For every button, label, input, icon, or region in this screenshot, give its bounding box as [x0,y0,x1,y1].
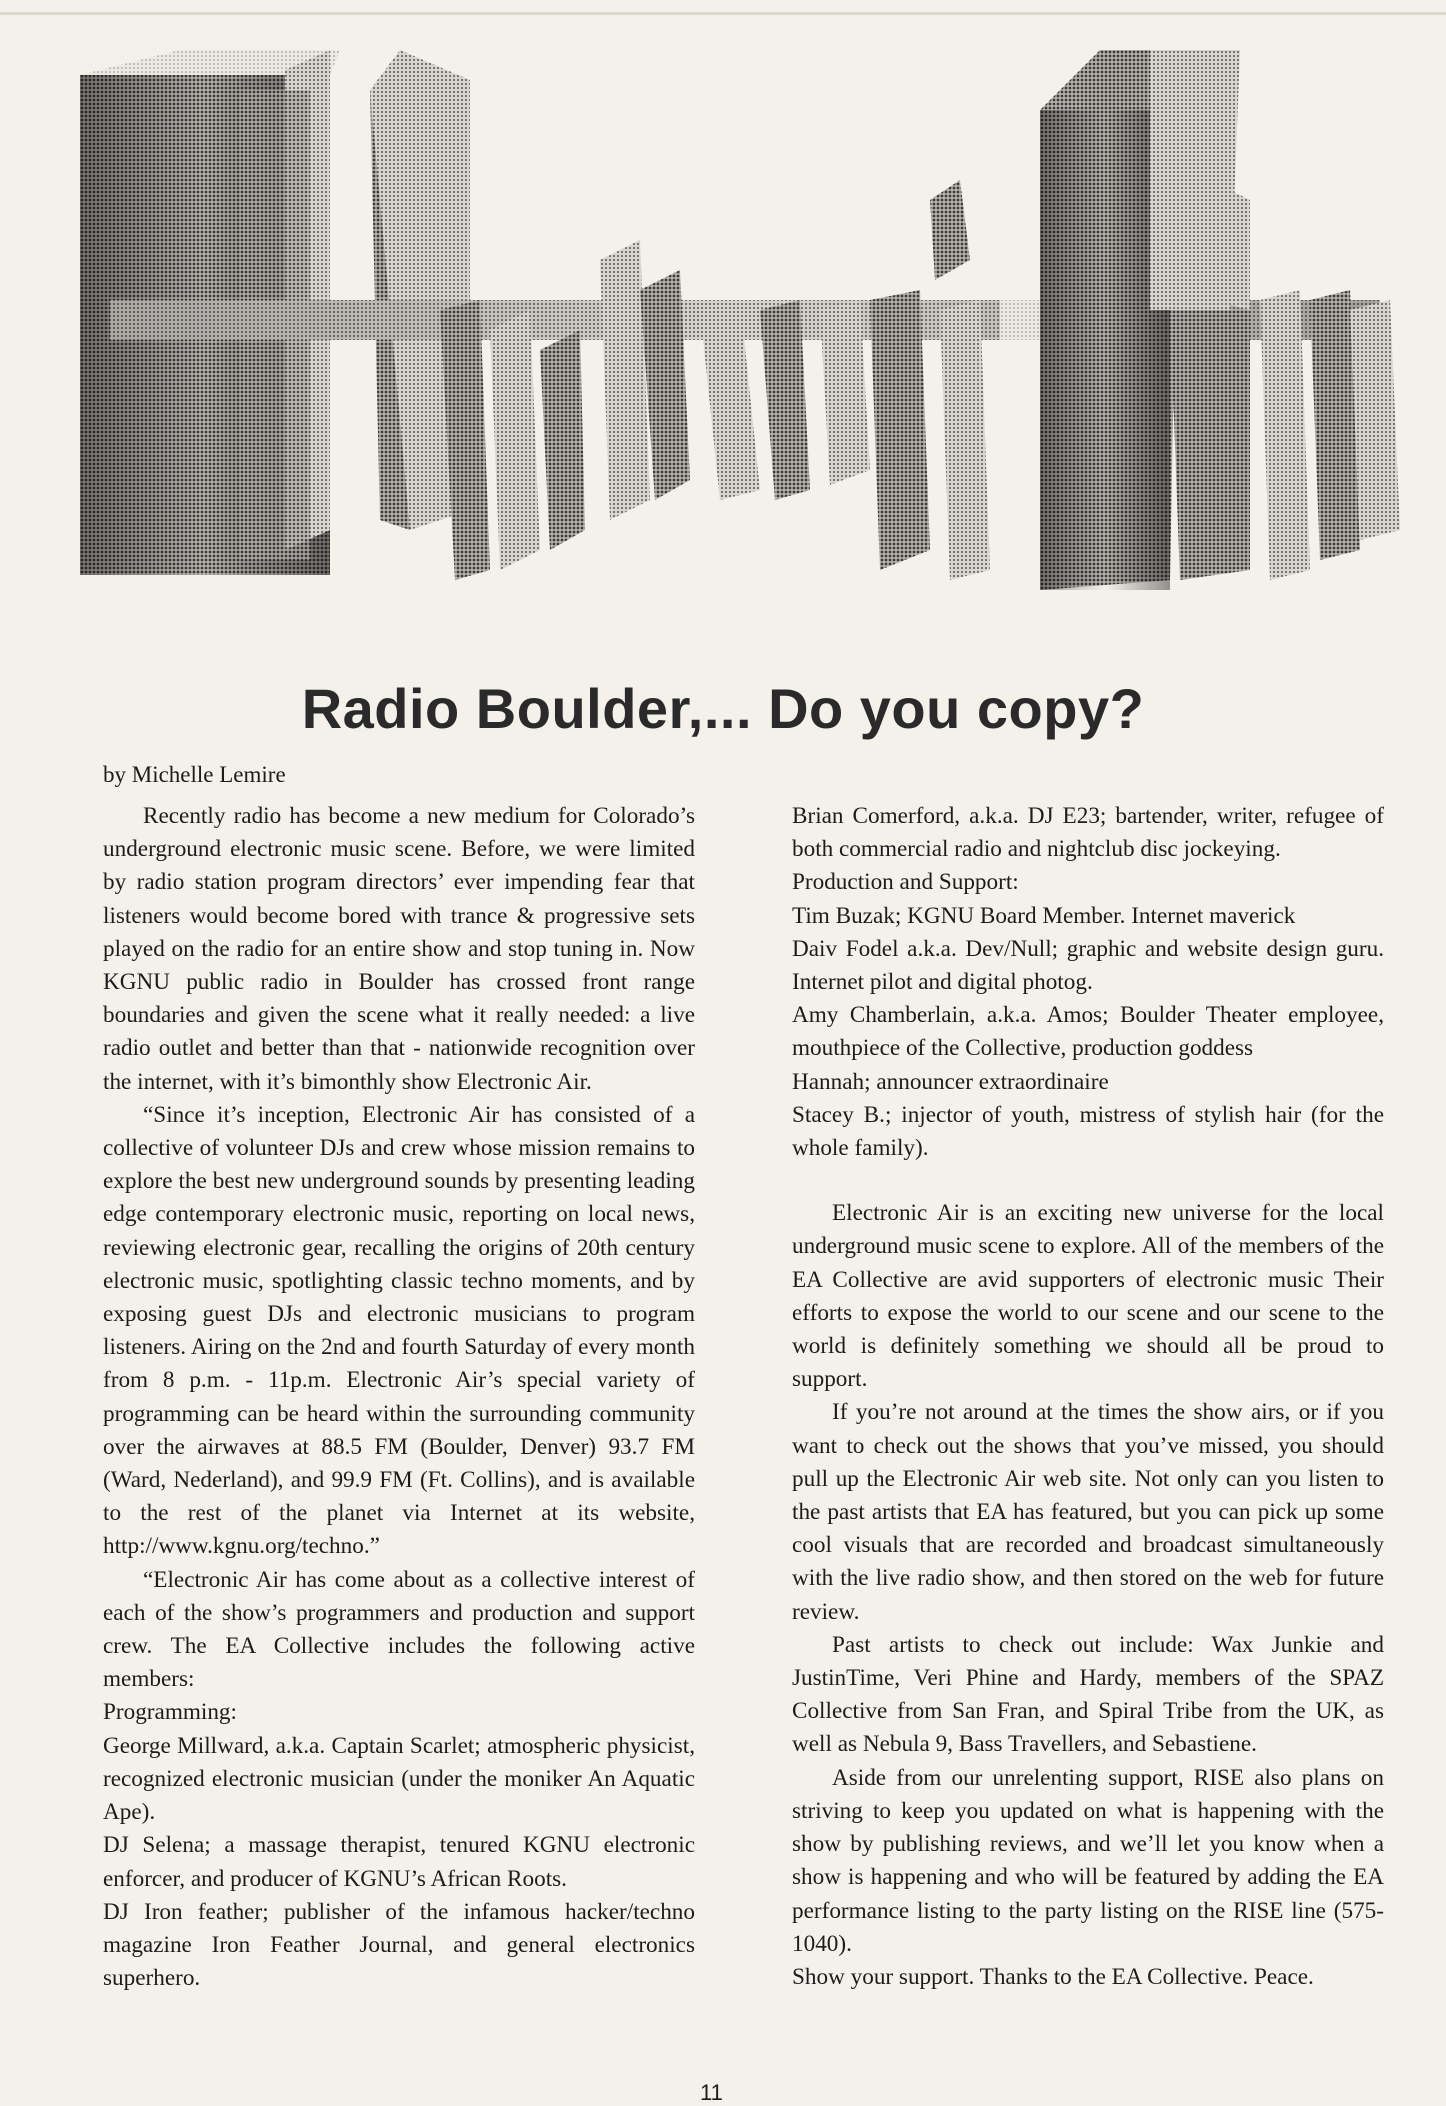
article-byline: by Michelle Lemire [103,762,286,787]
paragraph: “Since it’s inception, Electronic Air has consisted of a collective of volunteer DJs and crew whose mission remains to explore the best new underground sounds by presenting leading edge contemporary electronic music, reporting on local news, reviewing electronic gear, recalling the origins of 20th century electronic music, spotlighting classic techno moments, and by exposing guest DJs and electronic musicians to program listeners. Airing on the 2nd and fourth Saturday of every month from 8 p.m. - 11p.m. Electronic Air’s special variety of programming can be heard within the surrounding community over the airwaves at 88.5 FM (Boulder, Denver) 93.7 FM (Ward, Nederland), and 99.9 FM (Ft. Collins), and is available to the rest of the planet via Internet at its website, http://www.kgnu.org/techno.” [103,1101,695,1560]
article-column-left [103,800,695,1995]
member-entry: Brian Comerford, a.k.a. DJ E23; bartender, writer, refugee of both commercial radio and nightclub disc jockeying. [792,803,1384,863]
member-entry: DJ Iron feather; publisher of the infamous hacker/techno magazine Iron Feather Journal, and general electronics superhero. [103,1898,695,1992]
electronic-air-masthead-graphic [80,50,1400,610]
letter-pillars [440,180,990,580]
paragraph: Aside from our unrelenting support, RISE also plans on striving to keep you updated on what is happening with the show by publishing reviews, and we’ll let you know when a show is happening and who will be featured by adding the EA performance listing to the party listing on the RISE line (575-1040). [792,1764,1384,1957]
paragraph: If you’re not around at the times the show airs, or if you want to check out the shows that you’ve missed, you should pull up the Electronic Air web site. Not only can you listen to the past artists that EA has featured, but you can pick up some cool visuals that are recorded and broadcast simultaneously with the live radio show, and then stored on the web for future review. [792,1399,1384,1625]
member-entry: DJ Selena; a massage therapist, tenured KGNU electronic enforcer, and producer of KGNU’s African Roots. [103,1832,695,1892]
member-entry: Hannah; announcer extraordinaire [792,1068,1109,1095]
closing-line: Show your support. Thanks to the EA Collective. Peace. [792,1963,1314,1990]
member-entry: Amy Chamberlain, a.k.a. Amos; Boulder Theater employee, mouthpiece of the Collective, production goddess [792,1002,1384,1062]
letter-block-a [1040,50,1250,590]
member-entry: Tim Buzak; KGNU Board Member. Internet maverick [792,902,1296,929]
section-label: Production and Support: [792,869,1019,896]
paragraph-gap [792,1165,1384,1197]
article-headline: Radio Boulder,... Do you copy? [301,677,1145,740]
paragraph: “Electronic Air has come about as a collective interest of each of the show’s programmers and production and support crew. The EA Collective includes the following active members: [103,1566,695,1693]
letter-block-ir [1260,290,1400,580]
member-entry: George Millward, a.k.a. Captain Scarlet; atmospheric physicist, recognized electronic musician (under the moniker An Aquatic Ape). [103,1732,695,1826]
article-column-right [792,800,1384,1994]
page-number: 11 [700,2080,723,2105]
paragraph: Recently radio has become a new medium for Colorado’s underground electronic music scene. Before, we were limited by radio station program directors’ ever impending fear that listeners would become bored with trance & progressive sets played on the radio for an entire show and stop tuning in. Now KGNU public radio in Boulder has crossed front range boundaries and given the scene what it really needed: a live radio outlet and better than that - nationwide recognition over the internet, with it’s bimonthly show Electronic Air. [103,803,695,1095]
paragraph: Past artists to check out include: Wax Junkie and JustinTime, Veri Phine and Hardy, members of the SPAZ Collective from San Fran, and Spiral Tribe from the UK, as well as Nebula 9, Bass Travellers, and Sebastiene. [792,1631,1384,1758]
member-entry: Stacey B.; injector of youth, mistress of stylish hair (for the whole family). [792,1101,1384,1162]
page-edge [0,12,1446,15]
member-entry: Daiv Fodel a.k.a. Dev/Null; graphic and website design guru. Internet pilot and digital photog. [792,935,1384,996]
section-label: Programming: [103,1699,237,1726]
paragraph: Electronic Air is an exciting new universe for the local underground music scene to explore. All of the members of the EA Collective are avid supporters of electronic music Their efforts to expose the world to our scene and our scene to the world is definitely something we should all be proud to support. [792,1200,1384,1393]
